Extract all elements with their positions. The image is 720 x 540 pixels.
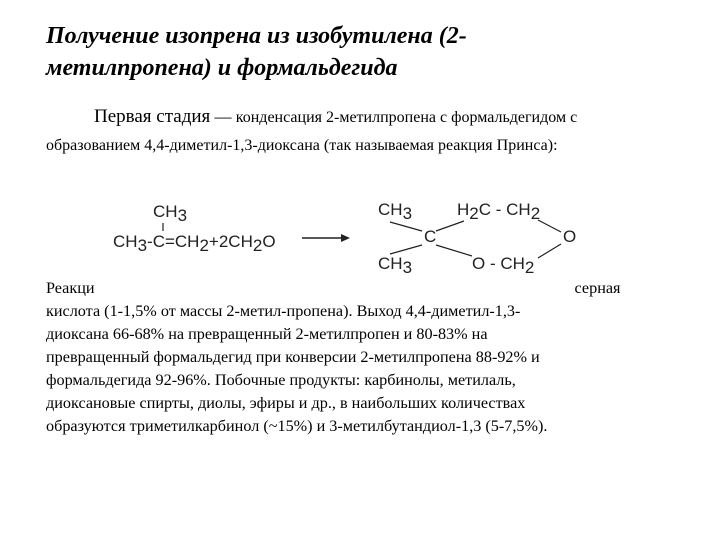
body-line-2: кислота (1-1,5% от массы 2-метил-пропена). Выход 4,4-диметил-1,3- — [46, 302, 521, 320]
title-line-1: Получение изопрена из изобутилена (2- — [46, 23, 467, 49]
product-bond-ch2-o-top — [538, 220, 561, 232]
body-line-3: диоксана 66-68% на превращенный 2-метилпропен и 80-83% на — [46, 325, 488, 343]
product-ring-oxygen: O — [563, 227, 577, 246]
product-center-carbon: C — [424, 227, 437, 246]
intro-line-2: образованием 4,4-диметил-1,3-диоксана (так называемая реакция Принса): — [46, 137, 558, 154]
body-line-5: формальдегида 92-96%. Побочные продукты: карбинолы, метилаль, — [46, 371, 516, 389]
intro-lead: Первая стадия — [94, 106, 211, 127]
product-h2c-group: H2C - CH2 — [457, 200, 541, 223]
body-line-4: превращенный формальдегид при конверсии 2-метилпропена 88-92% и — [46, 348, 540, 366]
body-line-1: Реакци серная — [46, 279, 621, 297]
title-line-2: метилпропена) и формальдегида — [46, 55, 398, 81]
product-bond-to-h2c — [436, 221, 464, 231]
slide-title — [46, 20, 686, 84]
body-line-7: образуются триметилкарбинол (~15%) и 3-метилбутандиол-1,3 (5-7,5%). — [46, 417, 548, 435]
product-bond-ch3-bottom — [390, 245, 422, 254]
product-bond-ch3-top — [390, 222, 422, 231]
product-bond-ch2-o-bottom — [538, 244, 561, 258]
intro-paragraph — [46, 103, 706, 160]
reactant-main-formula: CH3-C=CH2+2CH2O — [113, 232, 276, 255]
reaction-arrow-head — [341, 234, 350, 242]
product-ch3-top: CH3 — [378, 200, 413, 223]
product-bond-to-o — [436, 245, 472, 256]
reactant-top-ch3: CH3 — [153, 202, 188, 225]
intro-dash: — — [210, 107, 236, 126]
reaction-scheme — [0, 190, 720, 290]
product-o-ch2-group: O - CH2 — [472, 254, 535, 277]
intro-line-1-rest: конденсация 2-метилпропена с формальдегидом с — [235, 109, 578, 126]
body-paragraph — [46, 277, 686, 438]
product-ch3-bottom: CH3 — [378, 254, 413, 277]
body-line-6: диоксановые спирты, диолы, эфиры и др., в наибольших количествах — [46, 394, 526, 412]
